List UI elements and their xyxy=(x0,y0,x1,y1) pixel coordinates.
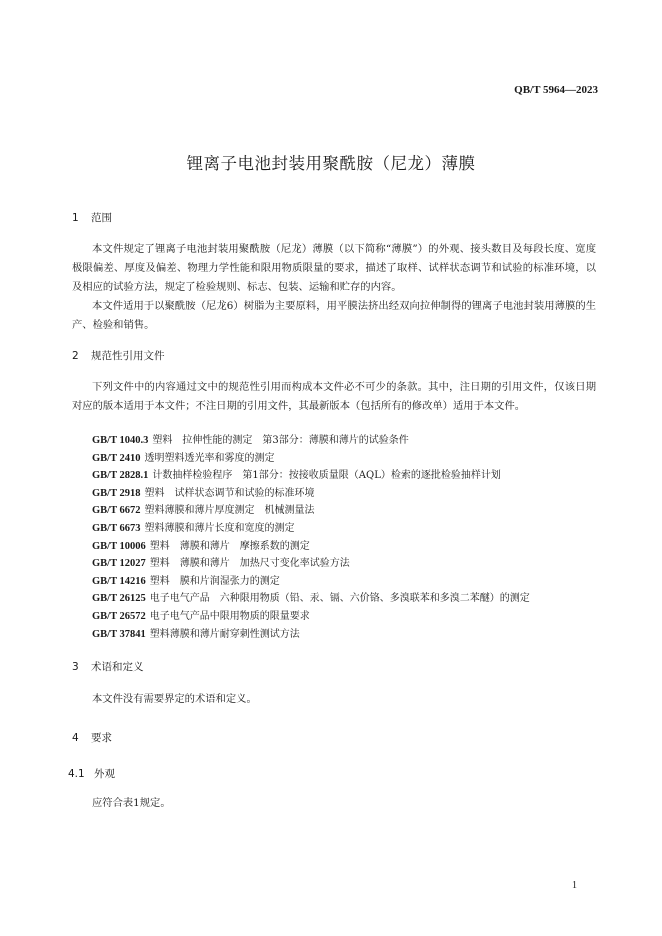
reference-code: GB/T 12027 xyxy=(92,558,146,570)
appearance-text: 应符合表1规定。 xyxy=(92,797,171,809)
reference-code: GB/T 37841 xyxy=(92,628,146,640)
section-number: 2 xyxy=(72,350,79,362)
scope-paragraph-2: 本文件适用于以聚酰胺（尼龙6）树脂为主要原料，用平膜法挤出经双向拉伸制得的锂离子电池封装用薄膜的生产、检验和销售。 xyxy=(72,300,596,331)
reference-title: 计数抽样检验程序 第1部分：按接收质量限（AQL）检索的逐批检验抽样计划 xyxy=(152,470,501,482)
reference-title: 透明塑料透光率和雾度的测定 xyxy=(144,452,275,464)
reference-item xyxy=(92,432,530,450)
reference-item xyxy=(92,520,530,538)
reference-code: GB/T 26125 xyxy=(92,593,146,605)
reference-code: GB/T 6672 xyxy=(92,505,141,517)
document-title: 锂离子电池封装用聚酰胺（尼龙）薄膜 xyxy=(186,154,476,173)
scope-paragraph-1: 本文件规定了锂离子电池封装用聚酰胺（尼龙）薄膜（以下简称“薄膜”）的外观、接头数目及每段长度、宽度极限偏差、厚度及偏差、物理力学性能和限用物质限量的要求，描述了取样、试样状态调节和试验的标准环境，以及相应的试验方法，规定了检验规则、标志、包装、运输和贮存的内容。 xyxy=(72,243,596,293)
reference-title: 塑料薄膜和薄片耐穿刺性测试方法 xyxy=(149,628,300,640)
reference-item xyxy=(92,502,530,520)
reference-title: 塑料 薄膜和薄片 加热尺寸变化率试验方法 xyxy=(149,558,350,570)
reference-item xyxy=(92,485,530,503)
section-3-heading xyxy=(72,659,144,674)
section-number: 1 xyxy=(72,212,79,224)
reference-title: 塑料 膜和片润湿张力的测定 xyxy=(149,575,280,587)
section-2-heading xyxy=(72,348,165,363)
page-number: 1 xyxy=(572,880,577,891)
reference-code: GB/T 14216 xyxy=(92,575,146,587)
terms-text: 本文件没有需要界定的术语和定义。 xyxy=(92,693,257,705)
reference-item xyxy=(92,538,530,556)
subsection-title: 外观 xyxy=(94,768,115,780)
section-title: 术语和定义 xyxy=(91,661,144,673)
section-title: 规范性引用文件 xyxy=(91,350,165,362)
section-title: 范围 xyxy=(91,212,112,224)
reference-item xyxy=(92,626,530,644)
section-4-heading xyxy=(72,730,112,745)
subsection-4-1-heading xyxy=(68,766,115,781)
reference-title: 电子电气产品 六种限用物质（铅、汞、镉、六价铬、多溴联苯和多溴二苯醚）的测定 xyxy=(149,593,530,605)
reference-title: 塑料薄膜和薄片厚度测定 机械测量法 xyxy=(144,505,315,517)
reference-item xyxy=(92,608,530,626)
reference-code: GB/T 6673 xyxy=(92,522,141,534)
reference-code: GB/T 2828.1 xyxy=(92,470,149,482)
reference-title: 塑料 薄膜和薄片 摩擦系数的测定 xyxy=(149,540,310,552)
section-title: 要求 xyxy=(91,732,112,744)
reference-code: GB/T 1040.3 xyxy=(92,435,149,446)
references-intro: 下列文件中的内容通过文中的规范性引用而构成本文件必不可少的条款。其中，注日期的引用文件，仅该日期对应的版本适用于本文件；不注日期的引用文件，其最新版本（包括所有的修改单）适用于本文件。 xyxy=(72,381,596,412)
section-number: 3 xyxy=(72,661,79,673)
reference-item xyxy=(92,590,530,608)
reference-item xyxy=(92,450,530,468)
reference-item xyxy=(92,555,530,573)
reference-title: 塑料 试样状态调节和试验的标准环境 xyxy=(144,487,315,499)
reference-list xyxy=(92,432,530,643)
subsection-number: 4.1 xyxy=(68,768,85,780)
reference-title: 塑料 拉伸性能的测定 第3部分：薄膜和薄片的试验条件 xyxy=(152,435,409,446)
section-number: 4 xyxy=(72,732,79,744)
reference-code: GB/T 2410 xyxy=(92,452,141,464)
section-1-heading xyxy=(72,210,112,225)
reference-item xyxy=(92,467,530,485)
reference-title: 电子电气产品中限用物质的限量要求 xyxy=(149,610,310,622)
reference-code: GB/T 26572 xyxy=(92,610,146,622)
standard-code: QB/T 5964—2023 xyxy=(514,84,598,96)
reference-title: 塑料薄膜和薄片长度和宽度的测定 xyxy=(144,522,295,534)
reference-code: GB/T 2918 xyxy=(92,487,141,499)
reference-code: GB/T 10006 xyxy=(92,540,146,552)
reference-item xyxy=(92,573,530,591)
